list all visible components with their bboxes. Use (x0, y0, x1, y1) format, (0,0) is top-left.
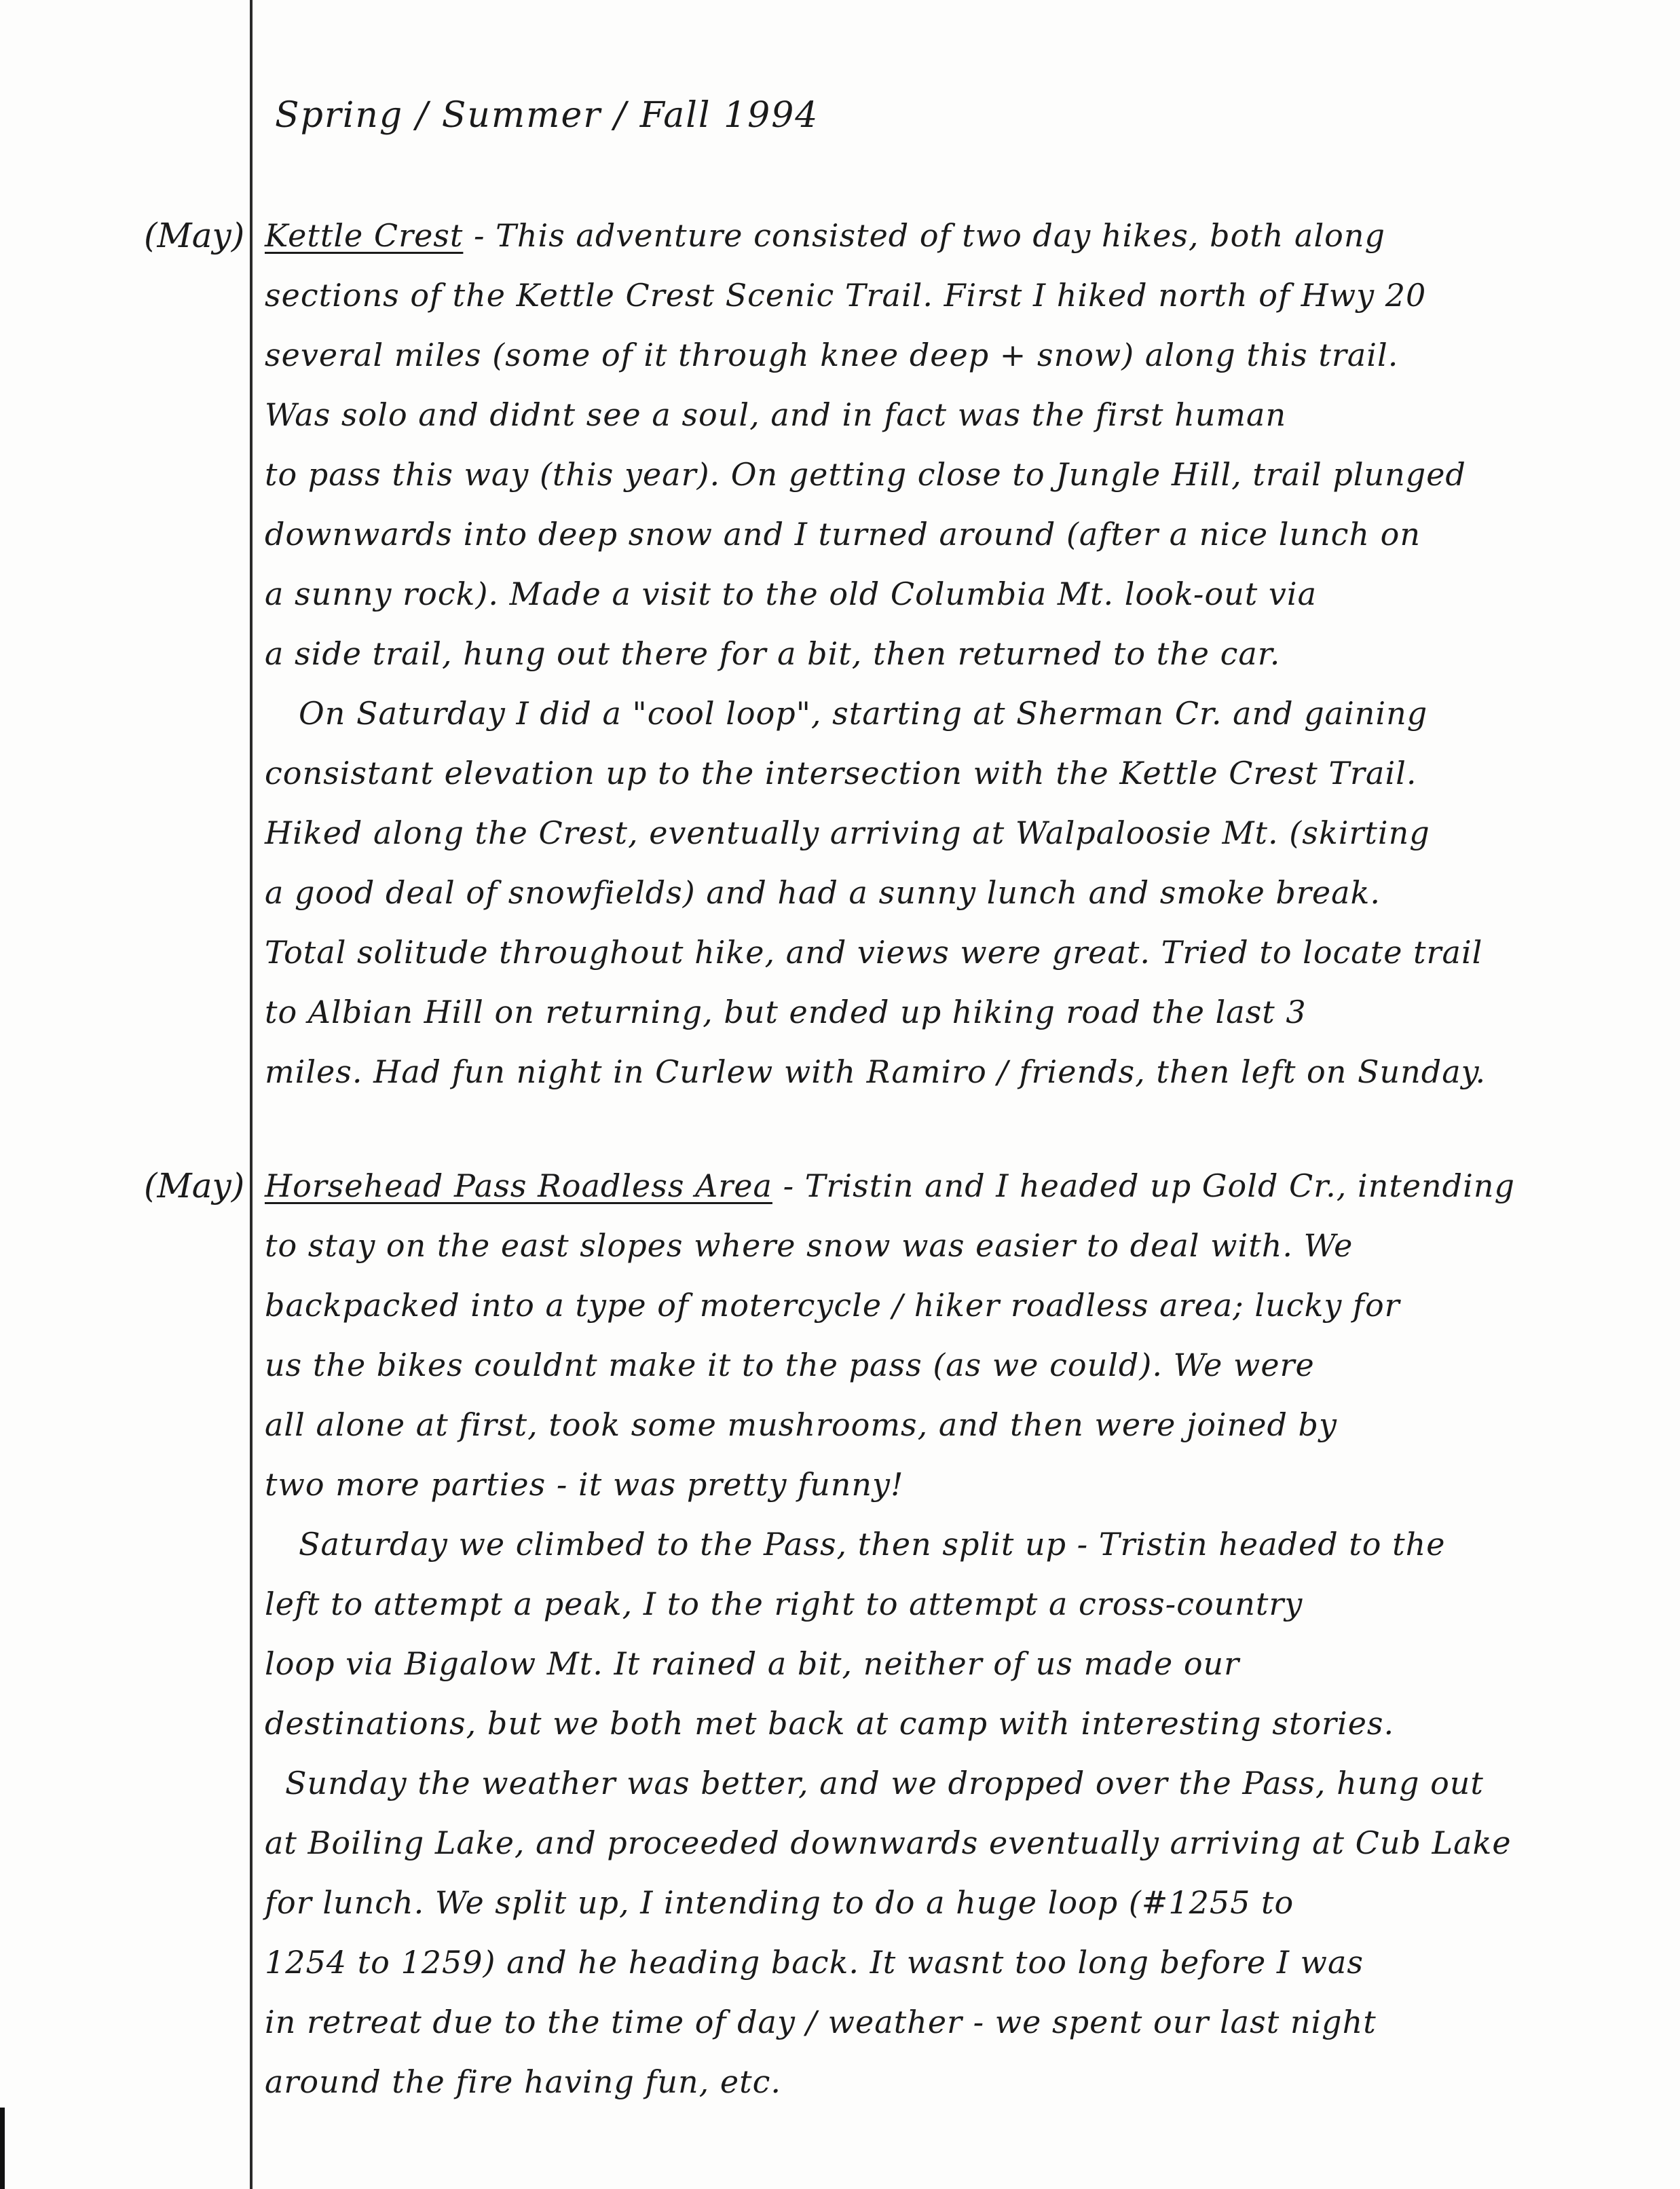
margin-line (250, 0, 253, 2189)
entry-line: downwards into deep snow and I turned around (after a nice lunch on (265, 516, 1421, 553)
entry-first-line-text: - Tristin and I headed up Gold Cr., intending (772, 1167, 1515, 1204)
entry-line: around the fire having fun, etc. (265, 2063, 782, 2100)
entry-line: Was solo and didnt see a soul, and in fact was the first human (265, 396, 1287, 433)
page-header: Spring / Summer / Fall 1994 (275, 95, 819, 136)
entry-line: at Boiling Lake, and proceeded downwards eventually arriving at Cub Lake (265, 1825, 1512, 1861)
entry-line: backpacked into a type of motercycle / hiker roadless area; lucky for (265, 1287, 1400, 1324)
entry-first-line (265, 1167, 1515, 1204)
entry-line: a sunny rock). Made a visit to the old Columbia Mt. look-out via (265, 576, 1318, 612)
entry-line: to stay on the east slopes where snow was easier to deal with. We (265, 1227, 1354, 1264)
entry-line: Sunday the weather was better, and we dropped over the Pass, hung out (285, 1765, 1484, 1801)
entry-line: all alone at first, took some mushrooms, and then were joined by (265, 1406, 1337, 1443)
entry-line: 1254 to 1259) and he heading back. It wasnt too long before I was (265, 1944, 1364, 1981)
entry-line: miles. Had fun night in Curlew with Ramiro / friends, then left on Sunday. (265, 1053, 1487, 1090)
entry-line: in retreat due to the time of day / weather - we spent our last night (265, 2004, 1377, 2040)
entry-line: a side trail, hung out there for a bit, then returned to the car. (265, 635, 1281, 672)
entry-line: us the bikes couldnt make it to the pass (as we could). We were (265, 1347, 1315, 1383)
entry-line: to Albian Hill on returning, but ended up hiking road the last 3 (265, 994, 1307, 1030)
entry-line: to pass this way (this year). On getting close to Jungle Hill, trail plunged (265, 456, 1466, 493)
scan-edge-mark (0, 2108, 5, 2189)
entry-line: several miles (some of it through knee deep + snow) along this trail. (265, 337, 1399, 373)
entry-line: loop via Bigalow Mt. It rained a bit, neither of us made our (265, 1645, 1240, 1682)
entry-first-line-text: - This adventure consisted of two day hikes, both along (463, 217, 1385, 254)
entry-line: a good deal of snowfields) and had a sunny lunch and smoke break. (265, 874, 1381, 911)
entry-title: Horsehead Pass Roadless Area (265, 1167, 772, 1204)
entry-line: two more parties - it was pretty funny! (265, 1466, 904, 1503)
entry-line: Hiked along the Crest, eventually arriving at Walpaloosie Mt. (skirting (265, 815, 1430, 851)
entry-line: consistant elevation up to the intersection with the Kettle Crest Trail. (265, 755, 1417, 791)
entry-line: sections of the Kettle Crest Scenic Trail. First I hiked north of Hwy 20 (265, 277, 1427, 314)
entry-title: Kettle Crest (265, 217, 464, 254)
entry-line: Saturday we climbed to the Pass, then split up - Tristin headed to the (299, 1526, 1446, 1563)
entry-first-line (265, 217, 1385, 254)
entry-line: left to attempt a peak, I to the right to attempt a cross-country (265, 1586, 1303, 1622)
entry-line: On Saturday I did a "cool loop", starting at Sherman Cr. and gaining (299, 695, 1428, 732)
entry-month: (May) (144, 216, 245, 255)
entry-line: destinations, but we both met back at camp with interesting stories. (265, 1705, 1395, 1742)
entry-line: Total solitude throughout hike, and views were great. Tried to locate trail (265, 934, 1483, 971)
entry-line: for lunch. We split up, I intending to do a huge loop (#1255 to (265, 1884, 1294, 1921)
entry-month: (May) (144, 1166, 245, 1205)
